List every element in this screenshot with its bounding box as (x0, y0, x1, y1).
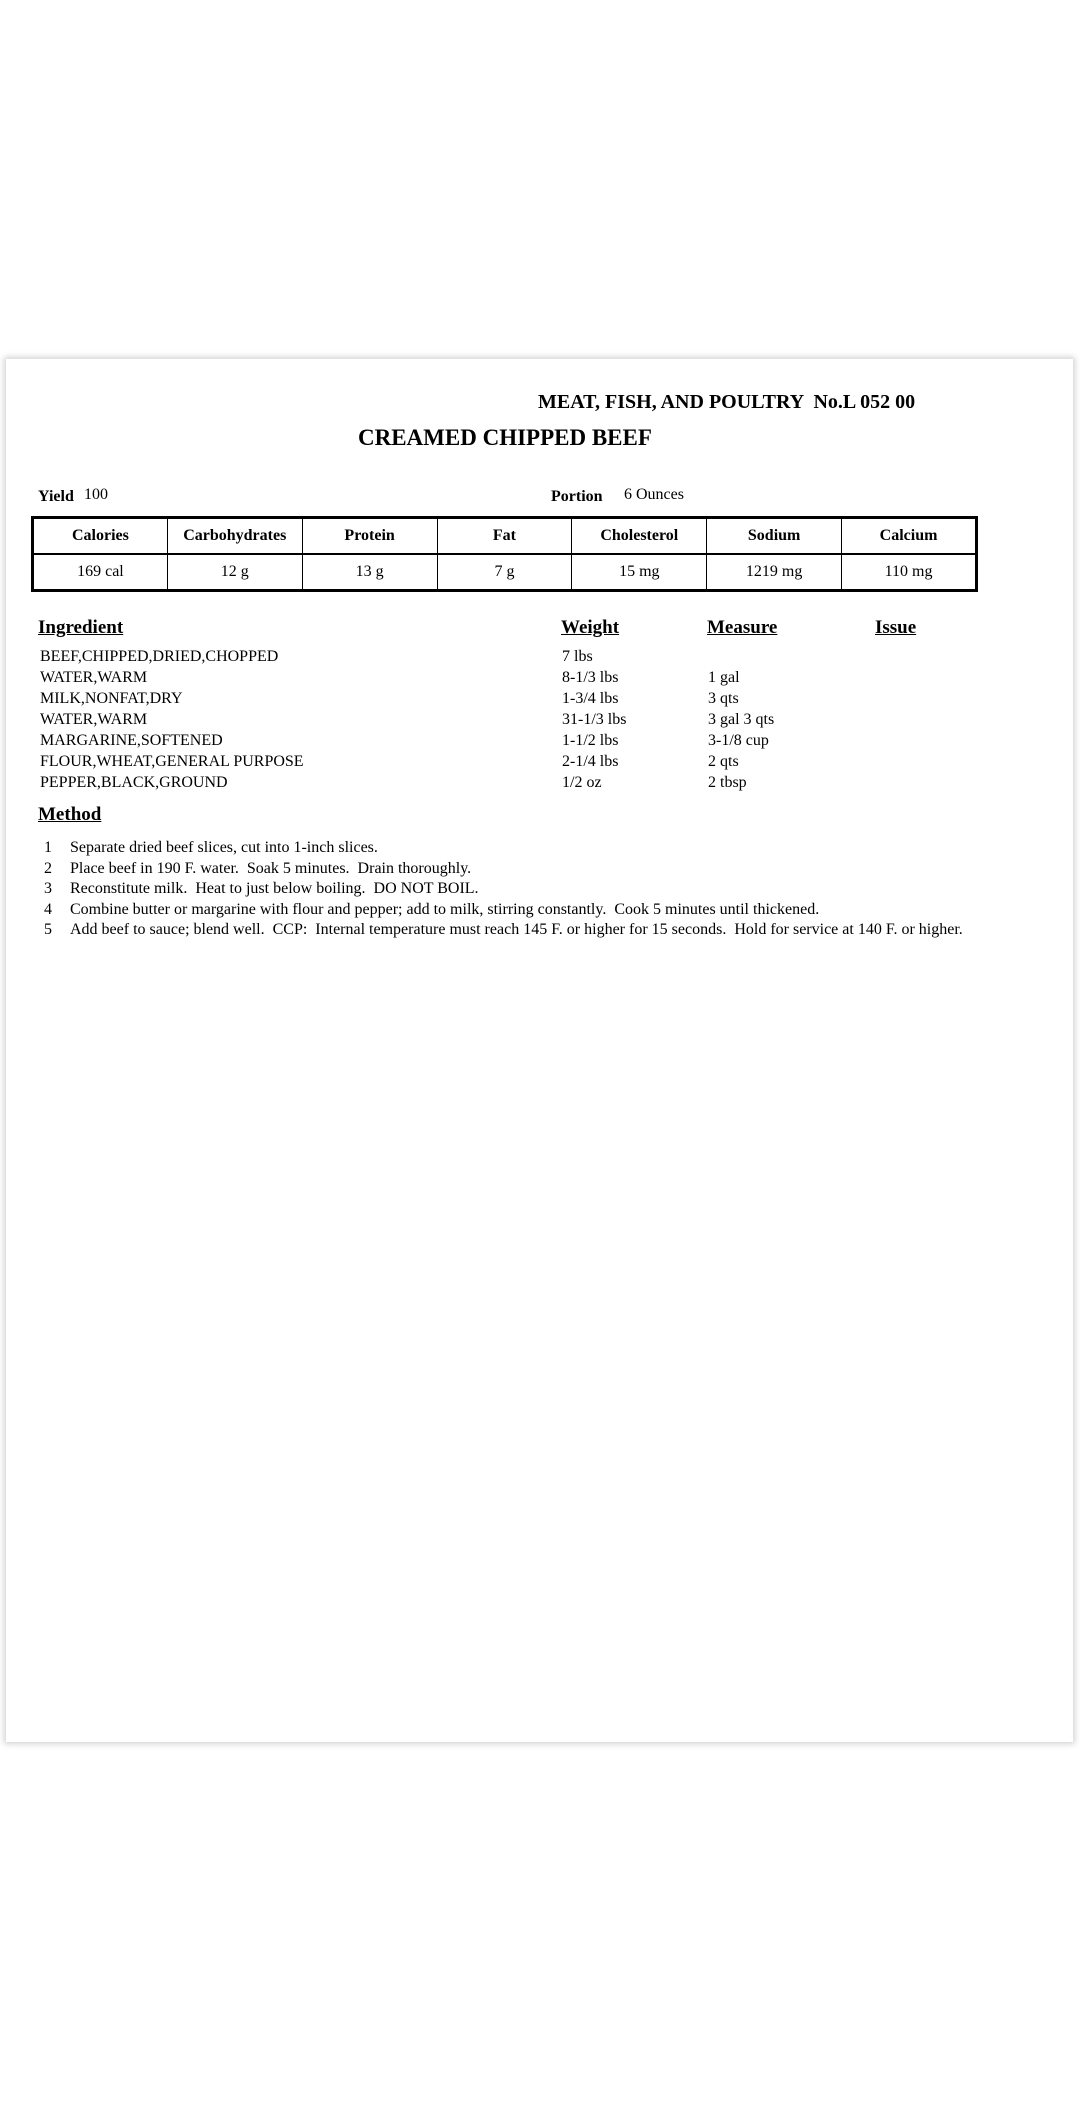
issue-column-header: Issue (875, 617, 917, 638)
ingredient-measure: 2 tbsp (708, 774, 747, 791)
recipe-page (6, 359, 1073, 1742)
ingredient-measure: 3 gal 3 qts (708, 711, 775, 728)
method-step (44, 900, 994, 921)
step-number: 3 (44, 880, 52, 897)
ingredient-weight: 7 lbs (562, 648, 593, 665)
nutrition-header-sodium: Sodium (707, 518, 842, 555)
portion-label: Portion (551, 488, 603, 505)
nutrition-value-row (33, 554, 977, 591)
nutrition-value-protein: 13 g (302, 554, 437, 591)
ingredient-name: WATER,WARM (40, 711, 148, 728)
nutrition-header-row (33, 518, 977, 555)
ingredient-name: FLOUR,WHEAT,GENERAL PURPOSE (40, 753, 304, 770)
nutrition-header-calcium: Calcium (842, 518, 977, 555)
nutrition-value-sodium: 1219 mg (707, 554, 842, 591)
weight-column-header: Weight (561, 617, 620, 638)
method-steps (44, 838, 994, 941)
ingredient-weight: 8-1/3 lbs (562, 669, 619, 686)
portion-value: 6 Ounces (624, 486, 684, 503)
step-number: 2 (44, 859, 52, 877)
step-text: Combine butter or margarine with flour and pepper; add to milk, stirring constantly. Cook 5 minutes until thickened. (70, 900, 820, 918)
nutrition-value-calories: 169 cal (33, 554, 168, 591)
ingredient-name: BEEF,CHIPPED,DRIED,CHOPPED (40, 648, 279, 665)
recipe-title: CREAMED CHIPPED BEEF (358, 425, 652, 450)
step-text: Place beef in 190 F. water. Soak 5 minutes. Drain thoroughly. (70, 859, 472, 877)
step-text: Reconstitute milk. Heat to just below boiling. DO NOT BOIL. (70, 880, 479, 897)
step-text: Separate dried beef slices, cut into 1-inch slices. (70, 839, 378, 856)
nutrition-value-fat: 7 g (437, 554, 572, 591)
ingredient-weight: 1-3/4 lbs (562, 690, 619, 707)
step-number: 4 (44, 900, 52, 918)
ingredient-weight: 1-1/2 lbs (562, 732, 619, 749)
method-step (44, 879, 994, 900)
nutrition-value-carbohydrates: 12 g (167, 554, 302, 591)
ingredient-measure: 3 qts (708, 690, 739, 707)
ingredient-name: MILK,NONFAT,DRY (40, 690, 183, 707)
ingredient-weight: 31-1/3 lbs (562, 711, 627, 728)
measure-column-header: Measure (707, 617, 778, 638)
nutrition-table (31, 516, 978, 592)
ingredient-measure: 2 qts (708, 753, 739, 770)
method-step (44, 920, 994, 941)
step-number: 1 (44, 839, 52, 856)
nutrition-header-protein: Protein (302, 518, 437, 555)
ingredient-name: WATER,WARM (40, 669, 148, 686)
step-number: 5 (44, 921, 52, 938)
nutrition-header-fat: Fat (437, 518, 572, 555)
ingredient-measure: 1 gal (708, 669, 740, 686)
ingredient-column-header: Ingredient (38, 617, 124, 638)
nutrition-value-cholesterol: 15 mg (572, 554, 707, 591)
step-text: Add beef to sauce; blend well. CCP: Internal temperature must reach 145 F. or higher for 15 seconds. Hold for service at 140 F. or higher. (70, 921, 963, 938)
ingredient-weight: 1/2 oz (562, 774, 602, 791)
ingredient-name: PEPPER,BLACK,GROUND (40, 774, 228, 791)
yield-value: 100 (84, 486, 108, 503)
yield-label: Yield (38, 488, 74, 505)
method-step (44, 838, 994, 859)
ingredient-weight: 2-1/4 lbs (562, 753, 619, 770)
ingredient-measure: 3-1/8 cup (708, 732, 769, 749)
nutrition-value-calcium: 110 mg (842, 554, 977, 591)
method-step (44, 859, 994, 880)
recipe-category: MEAT, FISH, AND POULTRY No.L 052 00 (538, 391, 916, 413)
method-header: Method (38, 804, 102, 825)
ingredient-name: MARGARINE,SOFTENED (40, 732, 223, 749)
nutrition-header-cholesterol: Cholesterol (572, 518, 707, 555)
nutrition-header-calories: Calories (33, 518, 168, 555)
nutrition-header-carbohydrates: Carbohydrates (167, 518, 302, 555)
